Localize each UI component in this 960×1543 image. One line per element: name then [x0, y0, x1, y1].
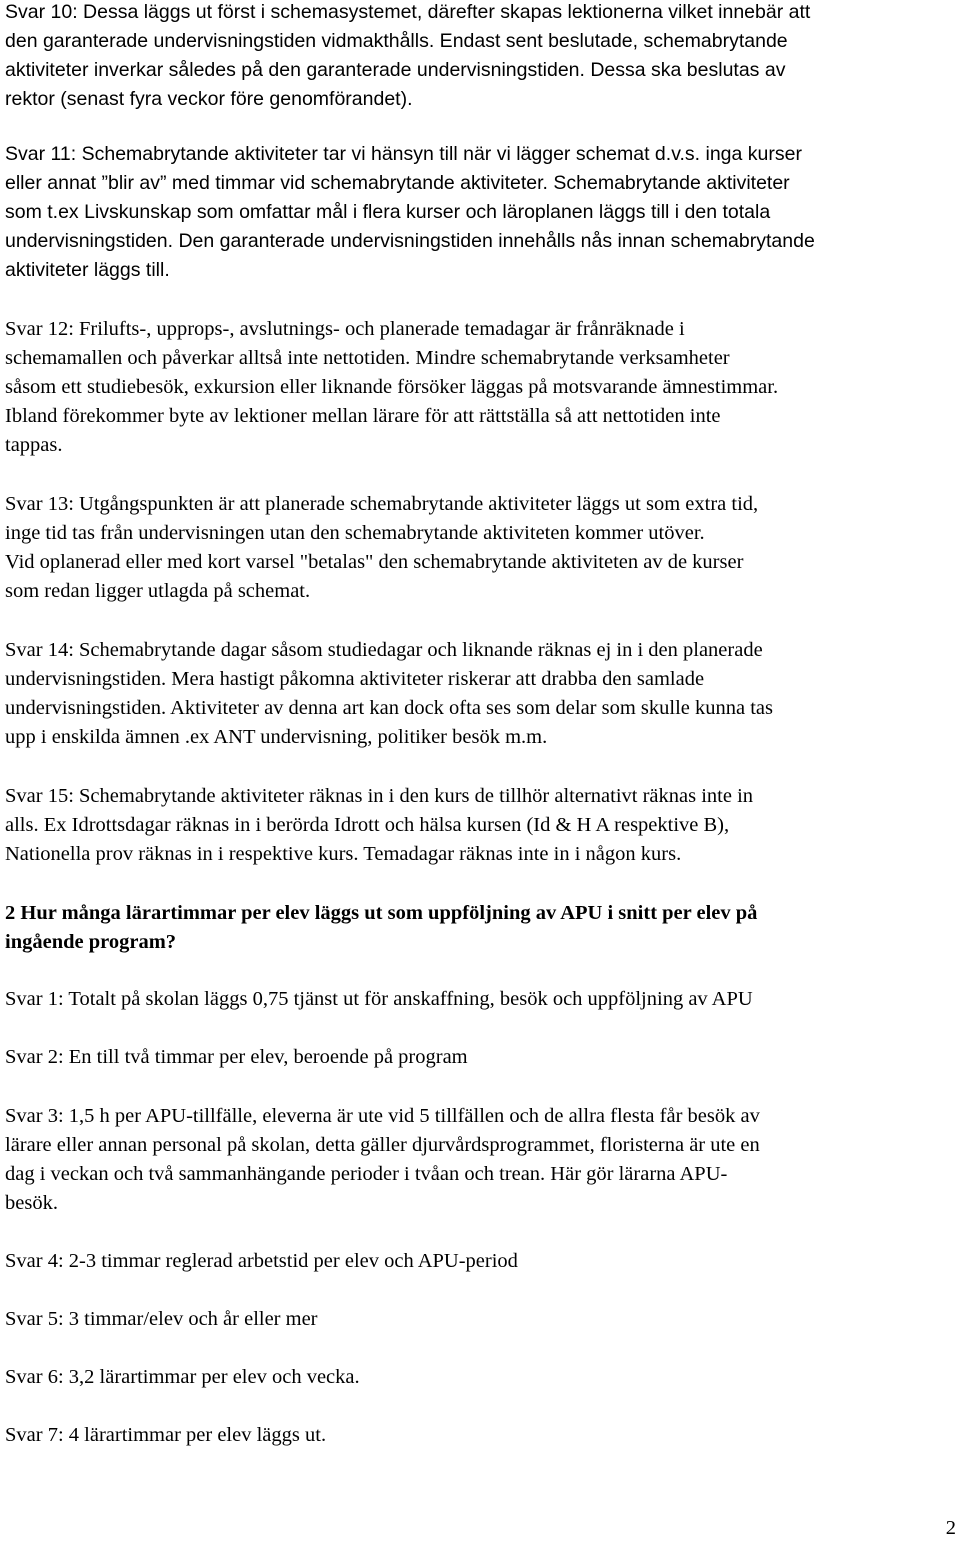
question-2-answer-5: Svar 5: 3 timmar/elev och år eller mer	[5, 1308, 318, 1330]
question-2-answer-6: Svar 6: 3,2 lärartimmar per elev och vecka.	[5, 1366, 360, 1388]
question-2-answer-2: Svar 2: En till två timmar per elev, beroende på program	[5, 1046, 468, 1068]
answer-svar-14: Svar 14: Schemabrytande dagar såsom studiedagar och liknande räknas ej in i den planerade undervisningstiden. Mera hastigt påkomna aktiviteter riskerar att drabba den samlade undervisningstiden. Aktiviteter av denna art kan dock ofta ses som delar som skulle kunna tas upp i enskilda ämnen .ex ANT undervisning, politiker besök m.m.	[5, 639, 774, 748]
question-2-answer-1: Svar 1: Totalt på skolan läggs 0,75 tjänst ut för anskaffning, besök och uppföljning av APU	[5, 988, 753, 1010]
answer-svar-12: Svar 12: Frilufts-, upprops-, avslutnings- och planerade temadagar är frånräknade i schemamallen och påverkar alltså inte nettotiden. Mindre schemabrytande verksamheter såsom ett studiebesök, exkursion eller liknande försöker läggas på motsvarande ämnestimmar. Ibland förekommer byte av lektioner mellan lärare för att rättställa så att nettotiden inte tappas.	[5, 318, 779, 456]
page-number: 2	[945, 1517, 956, 1539]
question-2-answer-7: Svar 7: 4 lärartimmar per elev läggs ut.	[5, 1424, 327, 1446]
answer-svar-11: Svar 11: Schemabrytande aktiviteter tar vi hänsyn till när vi lägger schemat d.v.s. inga kurser eller annat ”blir av” med timmar vid schemabrytande aktiviteter. Schemabrytande aktiviteter som t.ex Livskunskap som omfattar mål i flera kurser och läroplanen läggs till i den totala undervisningstiden. Den garanterade undervisningstiden innehålls nås innan schemabrytande aktiviteter läggs till.	[5, 143, 815, 281]
answer-svar-15: Svar 15: Schemabrytande aktiviteter räknas in i den kurs de tillhör alternativt räknas inte in alls. Ex Idrottsdagar räknas in i berörda Idrott och hälsa kursen (Id & H A respektive B), Nationella prov räknas in i respektive kurs. Temadagar räknas inte in i någon kurs.	[5, 785, 754, 865]
question-2-answer-3: Svar 3: 1,5 h per APU-tillfälle, eleverna är ute vid 5 tillfällen och de allra flesta får besök av lärare eller annan personal på skolan, detta gäller djurvårdsprogrammet, floristerna är ute en dag i veckan och två sammanhängande perioder i tvåan och trean. Här gör lärarna APU- besök.	[5, 1105, 760, 1214]
answer-svar-13: Svar 13: Utgångspunkten är att planerade schemabrytande aktiviteter läggs ut som extra tid, inge tid tas från undervisningen utan den schemabrytande aktiviteten kommer utöver. Vid oplanerad eller med kort varsel "betalas" den schemabrytande aktiviteten av de kurser som redan ligger utlagda på schemat.	[5, 493, 759, 602]
question-2-heading: 2 Hur många lärartimmar per elev läggs ut som uppföljning av APU i snitt per elev på ingående program?	[5, 902, 758, 953]
answer-svar-10: Svar 10: Dessa läggs ut först i schemasystemet, därefter skapas lektionerna vilket innebär att den garanterade undervisningstiden vidmakthålls. Endast sent beslutade, schemabrytande aktiviteter inverkar således på den garanterade undervisningstiden. Dessa ska beslutas av rektor (senast fyra veckor före genomförandet).	[5, 1, 811, 110]
question-2-answer-4: Svar 4: 2-3 timmar reglerad arbetstid per elev och APU-period	[5, 1250, 518, 1272]
